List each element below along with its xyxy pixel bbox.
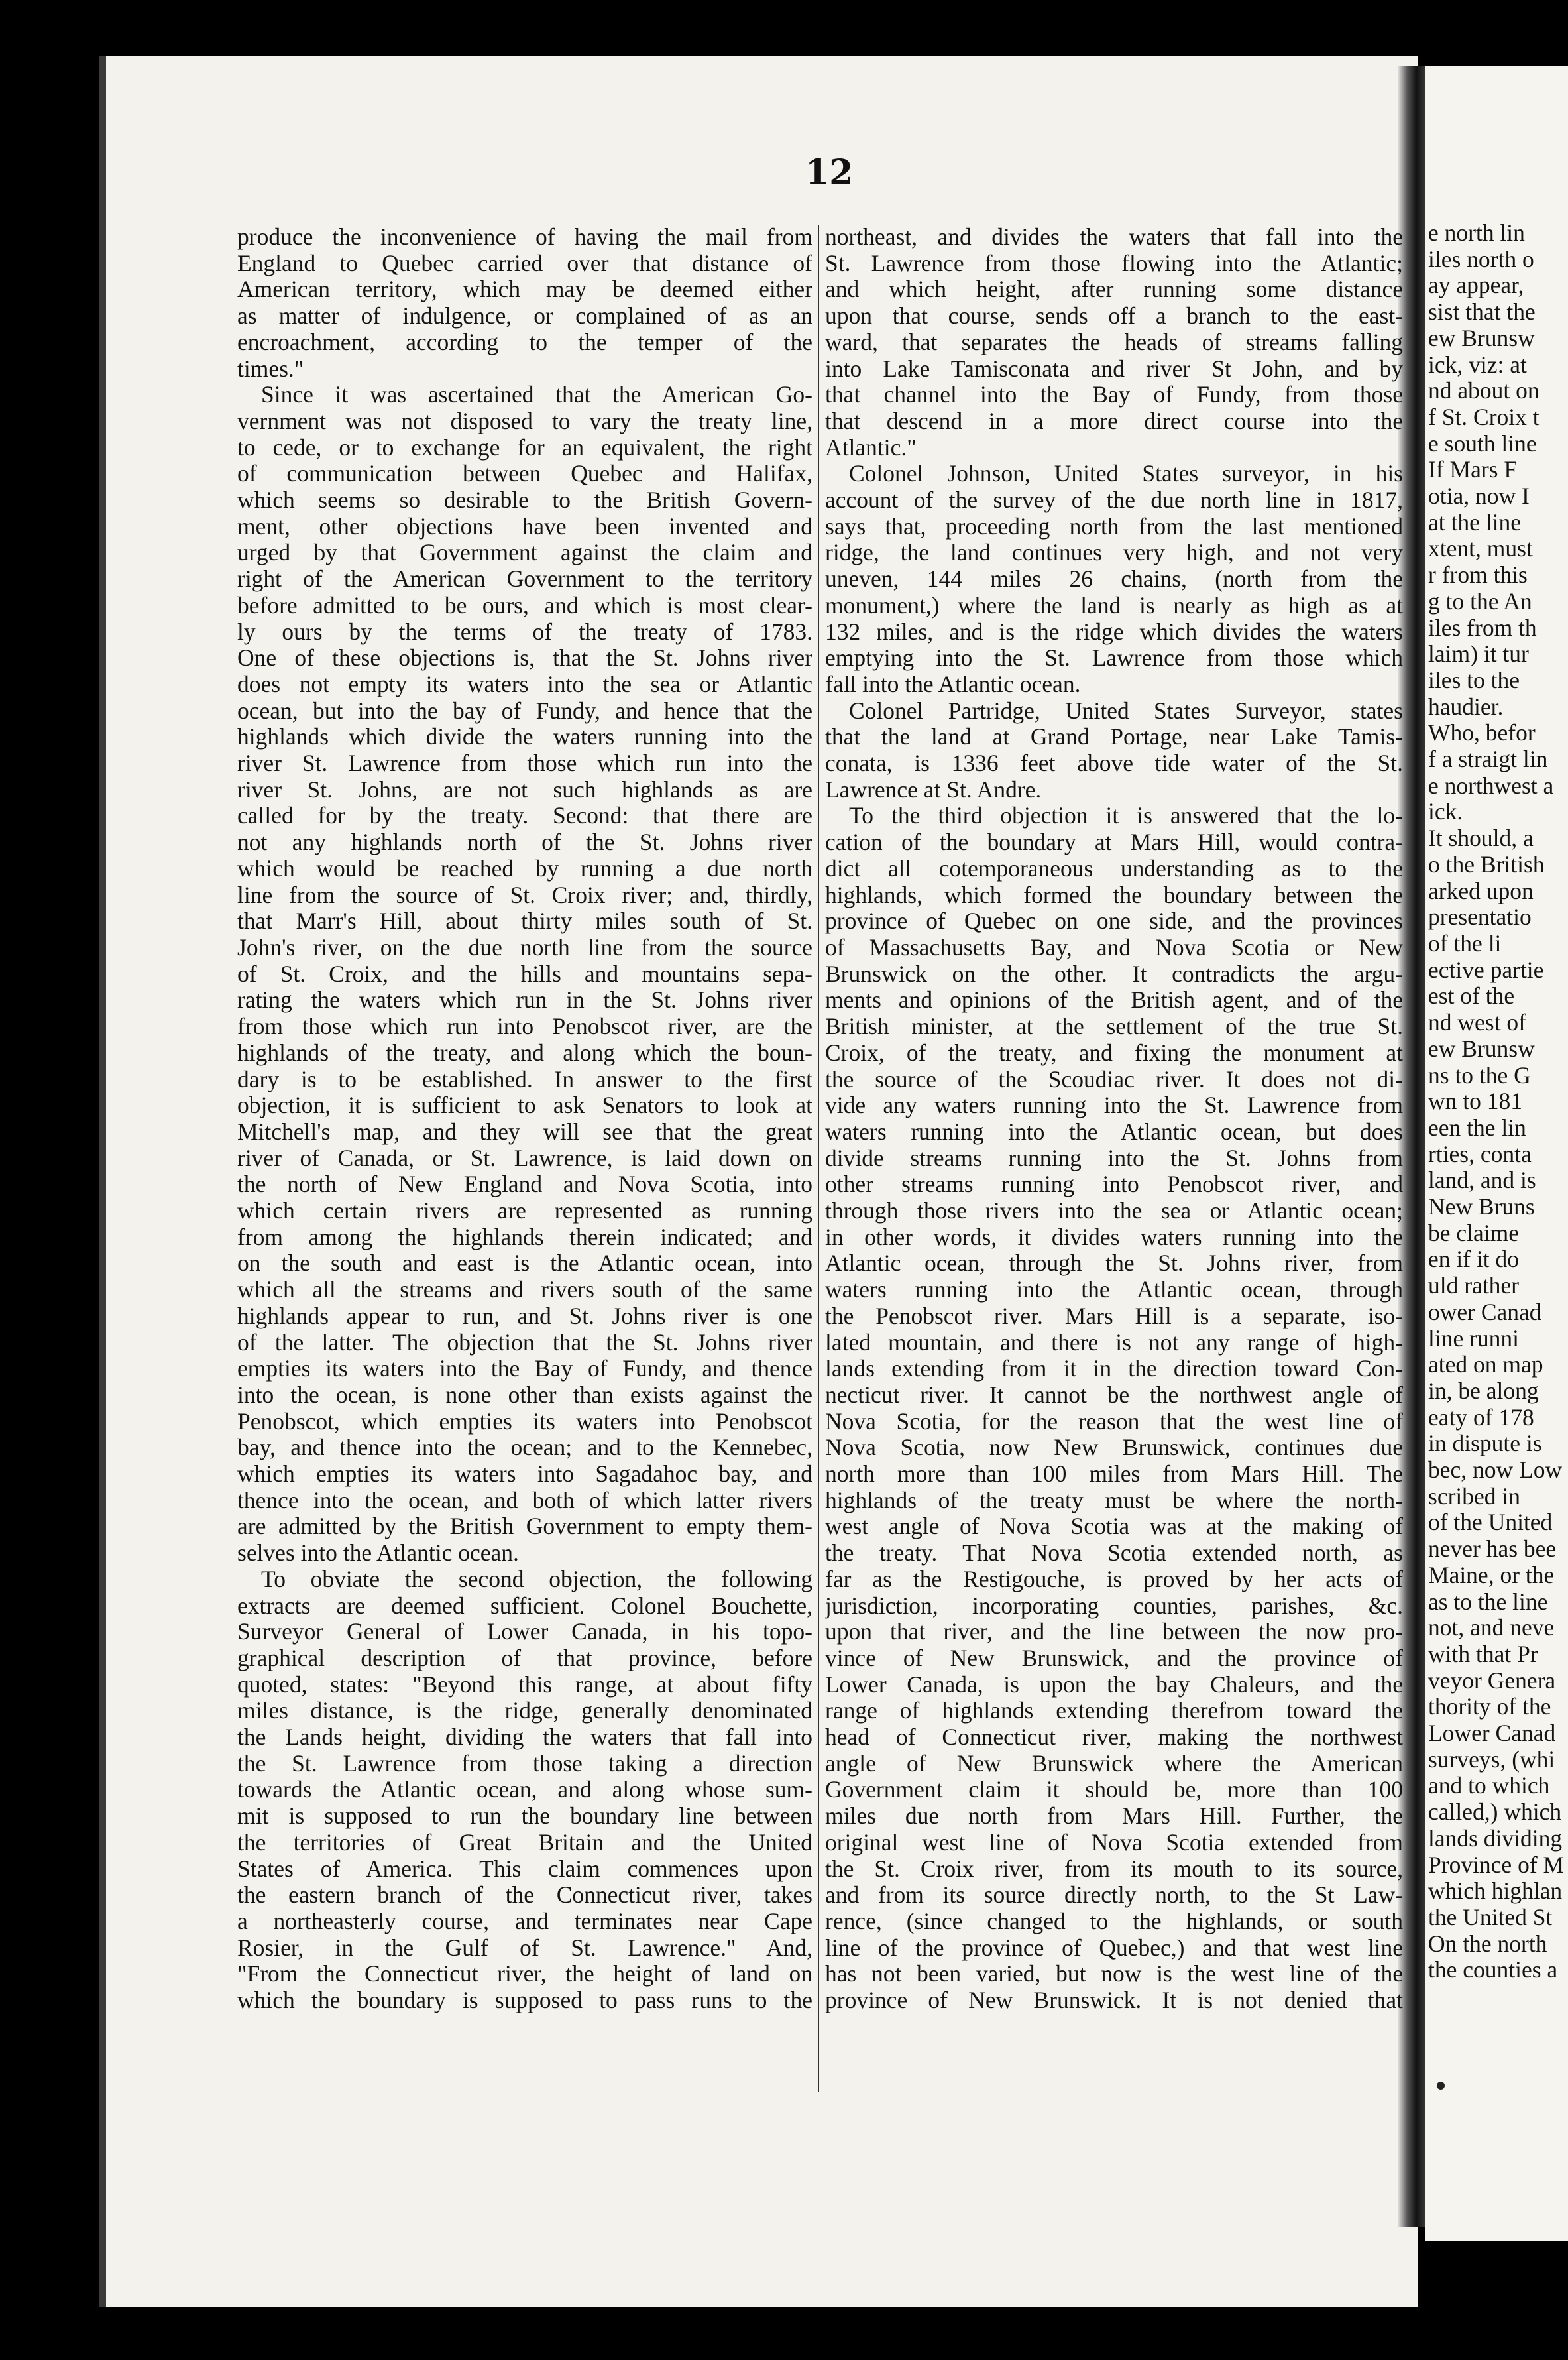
text-line: Colonel Johnson, United States surveyor, in his [849,461,1403,487]
text-line: as matter of indulgence, or complained of as an [237,303,812,329]
text-line: 132 miles, and is the ridge which divides the waters [825,619,1403,645]
text-line: on the south and east is the Atlantic ocean, into [237,1250,812,1277]
text-line: produce the inconvenience of having the mail from [237,224,812,250]
text-line: river St. Johns, are not such highlands as are [237,776,812,803]
text-line: which empties its waters into Sagadahoc bay, and [237,1461,812,1488]
fragment-line: veyor Genera [1428,1667,1556,1694]
text-line: lated mountain, and there is not any range of high- [825,1329,1403,1356]
fragment-line: with that Pr [1428,1641,1538,1667]
fragment-line: bec, now Low [1428,1457,1563,1484]
fragment-line: iles north o [1428,246,1534,272]
text-line: through those rivers into the sea or Atlantic ocean; [825,1198,1403,1224]
text-line: from those which run into Penobscot river, are the [237,1014,812,1040]
text-line: empties its waters into the Bay of Fundy, and thence [237,1356,812,1382]
text-line: province of New Brunswick. It is not denied that [825,1987,1403,2014]
text-line: quoted, states: "Beyond this range, at about fifty [237,1671,812,1698]
fragment-line: Maine, or the [1428,1562,1555,1588]
fragment-line: never has bee [1428,1536,1557,1563]
text-line: before admitted to be ours, and which is most clear- [237,592,812,619]
fragment-line: land, and is [1428,1167,1536,1194]
fragment-line: ective partie [1428,957,1544,983]
text-line: the source of the Scoudiac river. It does not di- [825,1066,1403,1092]
text-line: Brunswick on the other. It contradicts the argu- [825,961,1403,987]
text-line: that channel into the Bay of Fundy, from those [825,382,1403,408]
text-line: says that, proceeding north from the last mentioned [825,513,1403,540]
text-line: line from the source of St. Croix river; and, thirdly, [237,882,812,908]
fragment-line: en if it do [1428,1246,1520,1273]
text-line: of Massachusetts Bay, and Nova Scotia or New [825,934,1403,961]
fragment-line: arked upon [1428,878,1534,904]
text-line: waters running into the Atlantic ocean, through [825,1277,1403,1303]
text-line: mit is supposed to run the boundary line between [237,1803,812,1830]
fragment-line: e northwest a [1428,772,1554,799]
fragment-line: Who, befor [1428,720,1536,746]
fragment-line: surveys, (whi [1428,1746,1555,1773]
fragment-line: On the north [1428,1930,1547,1957]
text-line: John's river, on the due north line from the source [237,934,812,961]
fragment-line: iles to the [1428,667,1520,693]
text-line: highlands of the treaty must be where the north- [825,1487,1403,1513]
text-line: angle of New Brunswick where the American [825,1750,1403,1777]
fragment-line: e north lin [1428,220,1525,246]
fragment-line: ns to the G [1428,1062,1531,1089]
fragment-line: uld rather [1428,1273,1520,1299]
column-divider [818,225,819,2092]
text-line: necticut river. It cannot be the northwest angle of [825,1382,1403,1408]
text-line: range of highlands extending therefrom toward the [825,1698,1403,1724]
text-line: thence into the ocean, and both of which latter rivers [237,1487,812,1513]
page-number: 12 [805,152,854,193]
text-line: and from its source directly north, to the St Law- [825,1882,1403,1909]
text-line: highlands appear to run, and St. Johns river is one [237,1303,812,1329]
fragment-line: If Mars F [1428,457,1518,483]
fragment-line: iles from th [1428,615,1537,641]
fragment-line: as to the line [1428,1588,1548,1615]
text-line: emptying into the St. Lawrence from those which [825,645,1403,672]
text-line: bay, and thence into the ocean; and to the Kennebec, [237,1435,812,1461]
text-line: to cede, or to exchange for an equivalent, the right [237,434,812,461]
text-line: highlands of the treaty, and along which the boun- [237,1039,812,1066]
text-line: not any highlands north of the St. Johns river [237,829,812,856]
text-line: the territories of Great Britain and the United [237,1829,812,1856]
fragment-line: Province of M [1428,1852,1565,1878]
text-line: province of Quebec on one side, and the provinces [825,908,1403,935]
fragment-line: o the British [1428,851,1545,878]
fragment-line: e south line [1428,430,1537,457]
text-line: vide any waters running into the St. Lawrence from [825,1092,1403,1119]
fragment-line: wn to 181 [1428,1089,1522,1115]
text-line: are admitted by the British Government to empty them- [237,1513,812,1540]
text-line: line of the province of Quebec,) and that west line [825,1934,1403,1961]
fragment-line: the United St [1428,1905,1553,1930]
text-line: vince of New Brunswick, and the province of [825,1645,1403,1671]
text-line: rence, (since changed to the highlands, or south [825,1909,1403,1934]
fragment-line: and to which [1428,1773,1550,1799]
text-line: States of America. This claim commences upon [237,1856,812,1882]
fragment-line: ick, viz: at [1428,351,1527,378]
text-line: miles distance, is the ridge, generally denominated [237,1698,812,1724]
text-line: into the ocean, is none other than exists against the [237,1382,812,1408]
fragment-line: in, be along [1428,1378,1539,1404]
text-line: Penobscot, which empties its waters into Penobscot [237,1408,812,1435]
text-line: Rosier, in the Gulf of St. Lawrence." And, [237,1934,812,1961]
text-line: Croix, of the treaty, and fixing the monument at [825,1039,1403,1066]
text-line: right of the American Government to the territory [237,566,812,593]
text-line: west angle of Nova Scotia was at the making of [825,1513,1403,1540]
text-line: ocean, but into the bay of Fundy, and hence that the [237,697,812,724]
text-line: British minister, at the settlement of the true St. [825,1014,1403,1040]
text-line: into Lake Tamisconata and river St John, and by [825,355,1403,382]
text-line: "From the Connecticut river, the height of land on [237,1961,812,1987]
text-line: American territory, which may be deemed either [237,276,812,303]
fragment-line: xtent, must [1428,536,1533,562]
text-line: the north of New England and Nova Scotia, into [237,1171,812,1198]
text-line: a northeasterly course, and terminates near Cape [237,1909,812,1934]
text-line: that Marr's Hill, about thirty miles south of St. [237,908,812,935]
fragment-line: in dispute is [1428,1431,1542,1457]
text-line: miles due north from Mars Hill. Further, the [825,1803,1403,1830]
text-line: which the boundary is supposed to pass runs to the [237,1987,812,2014]
text-line: objection, it is sufficient to ask Senators to look at [237,1092,812,1119]
text-line: highlands which divide the waters running into the [237,724,812,750]
text-line: of communication between Quebec and Halifax, [237,461,812,487]
fragment-line: of the United [1428,1509,1553,1536]
fragment-line: f a straigt lin [1428,746,1548,773]
text-line: of the latter. The objection that the St. Johns river [237,1329,812,1356]
fragment-line: of the li [1428,930,1502,957]
text-line: graphical description of that province, before [237,1645,812,1671]
text-line: vernment was not disposed to vary the treaty line, [237,408,812,434]
text-line: the St. Lawrence from those taking a direction [237,1750,812,1777]
fragment-line: It should, a [1428,825,1534,852]
text-line: conata, is 1336 feet above tide water of the St. [825,750,1403,777]
text-line: far as the Restigouche, is proved by her acts of [825,1566,1403,1592]
text-line: in other words, it divides waters running into the [825,1224,1403,1250]
fragment-line: lands dividing [1428,1825,1563,1852]
text-line: Colonel Partridge, United States Surveyor, states [849,697,1403,724]
text-line: north more than 100 miles from Mars Hill. The [825,1461,1403,1488]
text-line: ridge, the land continues very high, and not very [825,540,1403,566]
bullet-mark [1437,2082,1445,2090]
fragment-line: haudier. [1428,693,1504,720]
text-line: ward, that separates the heads of streams falling [825,329,1403,355]
fragment-line: scribed in [1428,1483,1521,1509]
text-line: cation of the boundary at Mars Hill, would contra- [825,829,1403,856]
text-line: from among the highlands therein indicated; and [237,1224,812,1250]
adjacent-page-text [1428,220,1568,1983]
text-line: waters running into the Atlantic ocean, but does [825,1118,1403,1145]
text-line: Since it was ascertained that the American Go- [261,382,812,408]
text-line: Atlantic." [825,434,917,461]
text-line: that descend in a more direct course into the [825,408,1403,434]
fragment-line: est of the [1428,983,1515,1010]
fragment-line: be claime [1428,1220,1519,1246]
fragment-line: ick. [1428,799,1463,825]
fragment-line: nd about on [1428,378,1540,404]
text-line: To the third objection it is answered that the lo- [849,803,1403,829]
text-line: ments and opinions of the British agent, and of the [825,987,1403,1014]
text-line: northeast, and divides the waters that fall into the [825,224,1403,250]
text-line: has not been varied, but now is the west line of the [825,1961,1403,1987]
fragment-line: ay appear, [1428,272,1524,299]
fragment-line: presentatio [1428,904,1532,931]
text-line: account of the survey of the due north line in 1817, [825,487,1403,514]
text-line: encroachment, according to the temper of the [237,329,812,355]
text-line: Nova Scotia, now New Brunswick, continues due [825,1435,1403,1461]
fragment-line: f St. Croix t [1428,404,1540,430]
text-line: urged by that Government against the claim and [237,540,812,566]
text-line: Surveyor General of Lower Canada, in his topo- [237,1619,812,1645]
fragment-line: otia, now I [1428,483,1530,510]
text-line: the treaty. That Nova Scotia extended north, as [825,1540,1403,1566]
text-line: the Lands height, dividing the waters that fall into [237,1724,812,1751]
fragment-line: nd west of [1428,1010,1526,1036]
text-line: rating the waters which run in the St. Johns river [237,987,812,1014]
text-line: which would be reached by running a due north [237,855,812,882]
text-line: does not empty its waters into the sea or Atlantic [237,671,812,697]
fragment-line: rties, conta [1428,1141,1532,1167]
fragment-line: thority of the [1428,1694,1551,1720]
text-line: monument,) where the land is nearly as high as at [825,592,1403,619]
fragment-line: called,) which [1428,1799,1562,1826]
text-line: other streams running into Penobscot river, and [825,1171,1403,1198]
fragment-line: not, and neve [1428,1615,1555,1641]
text-line: divide streams running into the St. Johns from [825,1145,1403,1171]
left-text-column [237,224,812,2014]
fragment-line: g to the An [1428,588,1532,615]
fragment-line: the counties a [1428,1957,1558,1983]
text-line: original west line of Nova Scotia extended from [825,1829,1403,1856]
text-line: Mitchell's map, and they will see that the great [237,1118,812,1145]
fragment-line: which highlan [1428,1878,1563,1905]
text-line: river of Canada, or St. Lawrence, is laid down on [237,1145,812,1171]
text-line: uneven, 144 miles 26 chains, (north from the [825,566,1403,593]
text-line: jurisdiction, incorporating counties, parishes, &c. [825,1592,1403,1619]
right-text-column [825,224,1403,2014]
text-line: called for by the treaty. Second: that there are [237,803,812,829]
fragment-line: Lower Canad [1428,1720,1556,1747]
text-line: To obviate the second objection, the following [261,1566,812,1592]
text-line: selves into the Atlantic ocean. [237,1540,519,1566]
text-line: dary is to be established. In answer to the first [237,1066,812,1092]
text-line: towards the Atlantic ocean, and along whose sum- [237,1777,812,1803]
text-line: fall into the Atlantic ocean. [825,671,1081,697]
fragment-line: r from this [1428,562,1528,589]
text-line: of St. Croix, and the hills and mountains sepa- [237,961,812,987]
text-line: St. Lawrence from those flowing into the Atlantic; [825,250,1403,276]
text-line: that the land at Grand Portage, near Lake Tamis- [825,724,1403,750]
fragment-line: sist that the [1428,299,1536,325]
text-line: head of Connecticut river, making the northwest [825,1724,1403,1751]
fragment-line: een the lin [1428,1114,1526,1141]
fragment-line: ower Canad [1428,1299,1541,1325]
text-line: times." [237,355,304,382]
fragment-line: ated on map [1428,1352,1543,1378]
text-line: upon that course, sends off a branch to the east- [825,303,1403,329]
text-line: extracts are deemed sufficient. Colonel Bouchette, [237,1592,812,1619]
text-line: Lawrence at St. Andre. [825,776,1042,803]
text-line: Government claim it should be, more than 100 [825,1777,1403,1803]
text-line: Atlantic ocean, through the St. Johns river, from [825,1250,1403,1277]
text-line: ly ours by the terms of the treaty of 1783. [237,619,812,645]
fragment-line: laim) it tur [1428,641,1529,668]
text-line: upon that river, and the line between the now pro- [825,1619,1403,1645]
fragment-line: ew Brunsw [1428,1035,1535,1062]
fragment-line: at the line [1428,509,1521,536]
text-line: which certain rivers are represented as running [237,1198,812,1224]
text-line: lands extending from it in the direction toward Con- [825,1356,1403,1382]
text-line: which all the streams and rivers south of the same [237,1277,812,1303]
text-line: dict all cotemporaneous understanding as to the [825,855,1403,882]
text-line: Lower Canada, is upon the bay Chaleurs, and the [825,1671,1403,1698]
text-line: the St. Croix river, from its mouth to its source, [825,1856,1403,1882]
fragment-line: line runni [1428,1325,1520,1352]
text-line: and which height, after running some distance [825,276,1403,303]
text-line: which seems so desirable to the British Govern- [237,487,812,514]
fragment-line: ew Brunsw [1428,325,1535,351]
fragment-line: eaty of 178 [1428,1404,1534,1431]
text-line: Nova Scotia, for the reason that the west line of [825,1408,1403,1435]
text-line: One of these objections is, that the St. Johns river [237,645,812,672]
fragment-line: New Bruns [1428,1194,1535,1220]
text-line: England to Quebec carried over that distance of [237,250,812,276]
text-line: the Penobscot river. Mars Hill is a separate, iso- [825,1303,1403,1329]
text-line: ment, other objections have been invented and [237,513,812,540]
text-line: the eastern branch of the Connecticut river, takes [237,1882,812,1909]
text-line: river St. Lawrence from those which run into the [237,750,812,777]
text-line: highlands, which formed the boundary between the [825,882,1403,908]
